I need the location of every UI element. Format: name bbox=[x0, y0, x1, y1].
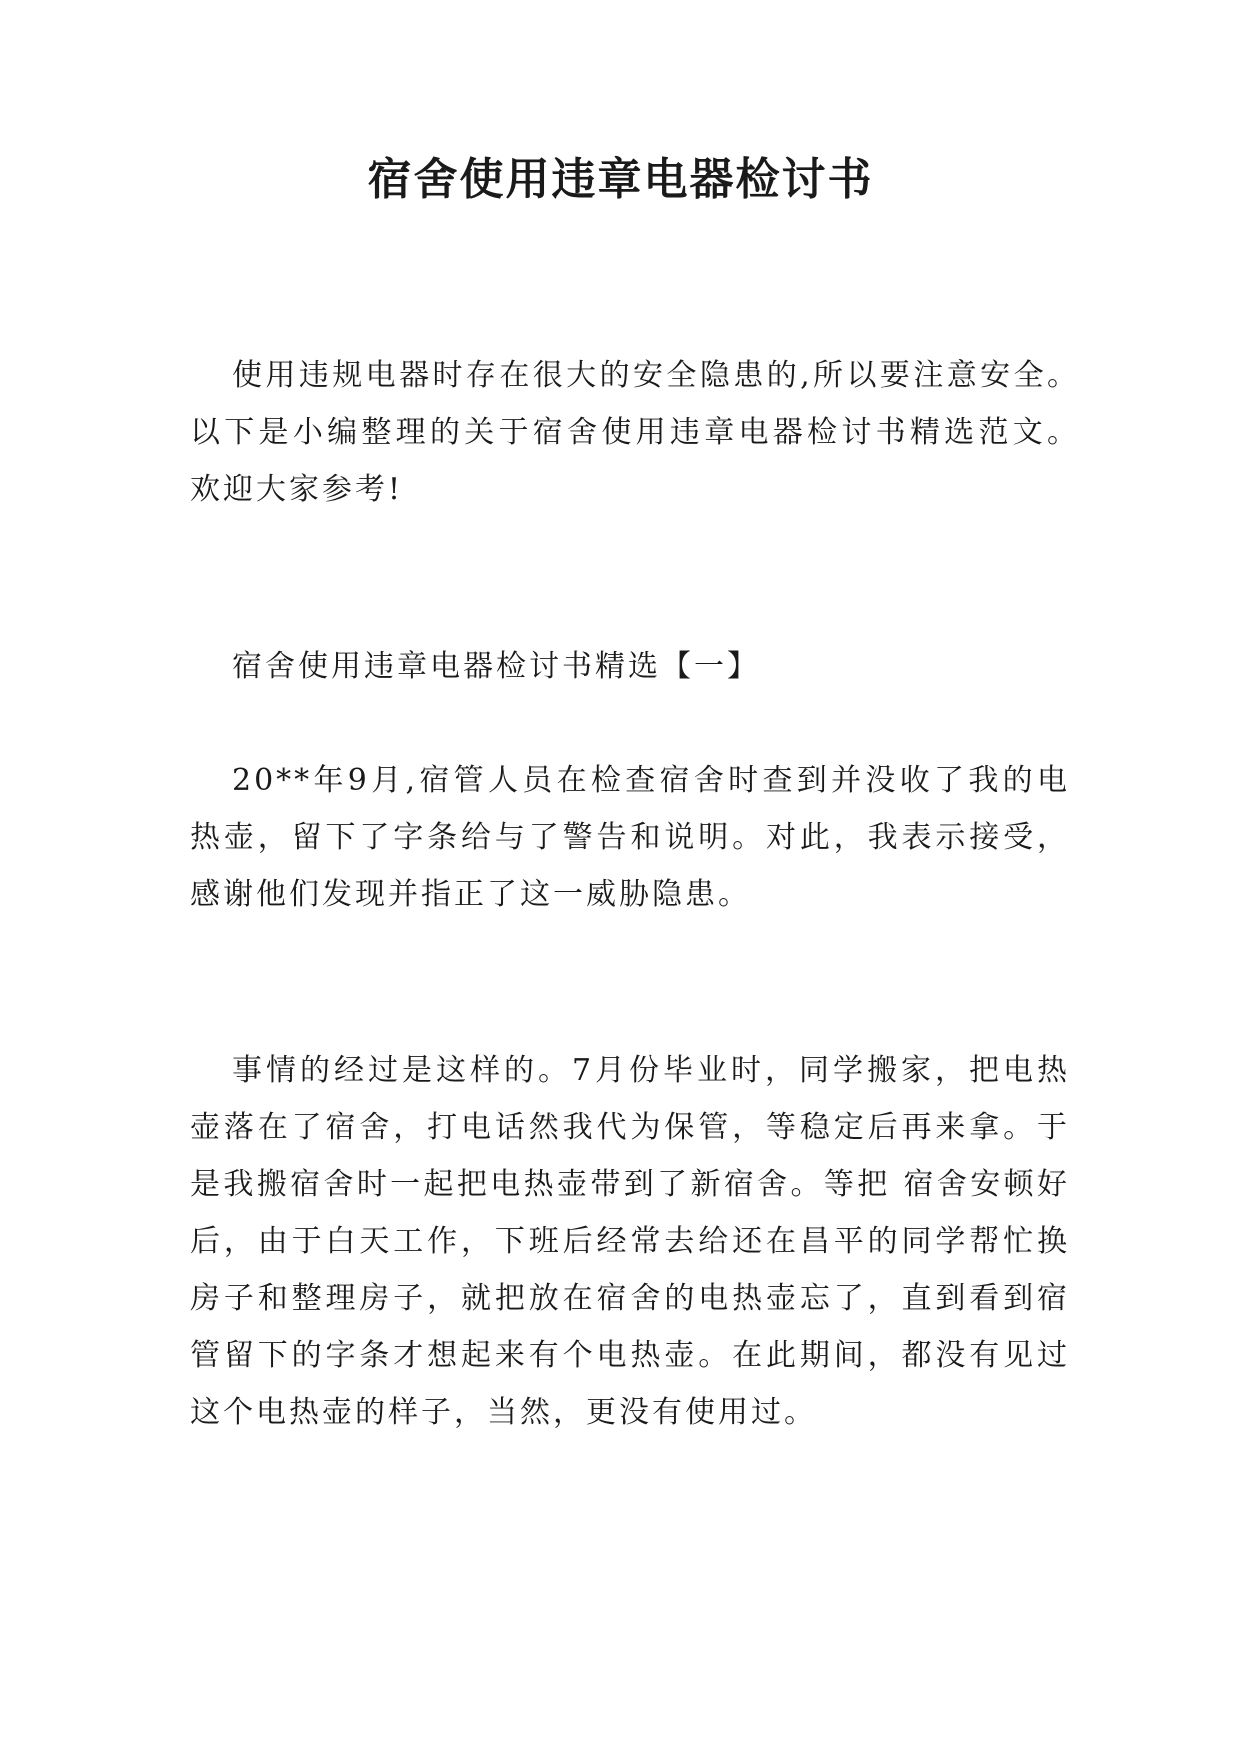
intro-paragraph: 使用违规电器时存在很大的安全隐患的,所以要注意安全。以下是小编整理的关于宿舍使用违章电器检讨书精选范文。欢迎大家参考! bbox=[190, 358, 1080, 507]
document-title: 宿舍使用违章电器检讨书 bbox=[367, 154, 874, 205]
body-paragraph: 事情的经过是这样的。7月份毕业时，同学搬家，把电热壶落在了宿舍，打电话然我代为保管，等稳定后再来拿。于是我搬宿舍时一起把电热壶带到了新宿舍。等把 宿舍安顿好后，由于白天工作，下班后经常去给还在昌平的同学帮忙换房子和整理房子，就把放在宿舍的电热壶忘了，直到看到宿管留下的字条才想起来有个电热壶。在此期间，都没有见过这个电热壶的样子，当然，更没有使用过。 bbox=[190, 1053, 1070, 1430]
body-paragraph: 20**年9月,宿管人员在检查宿舍时查到并没收了我的电热壶，留下了字条给与了警告和说明。对此，我表示接受，感谢他们发现并指正了这一威胁隐患。 bbox=[190, 763, 1070, 912]
section-heading: 宿舍使用违章电器检讨书精选【一】 bbox=[232, 649, 760, 684]
